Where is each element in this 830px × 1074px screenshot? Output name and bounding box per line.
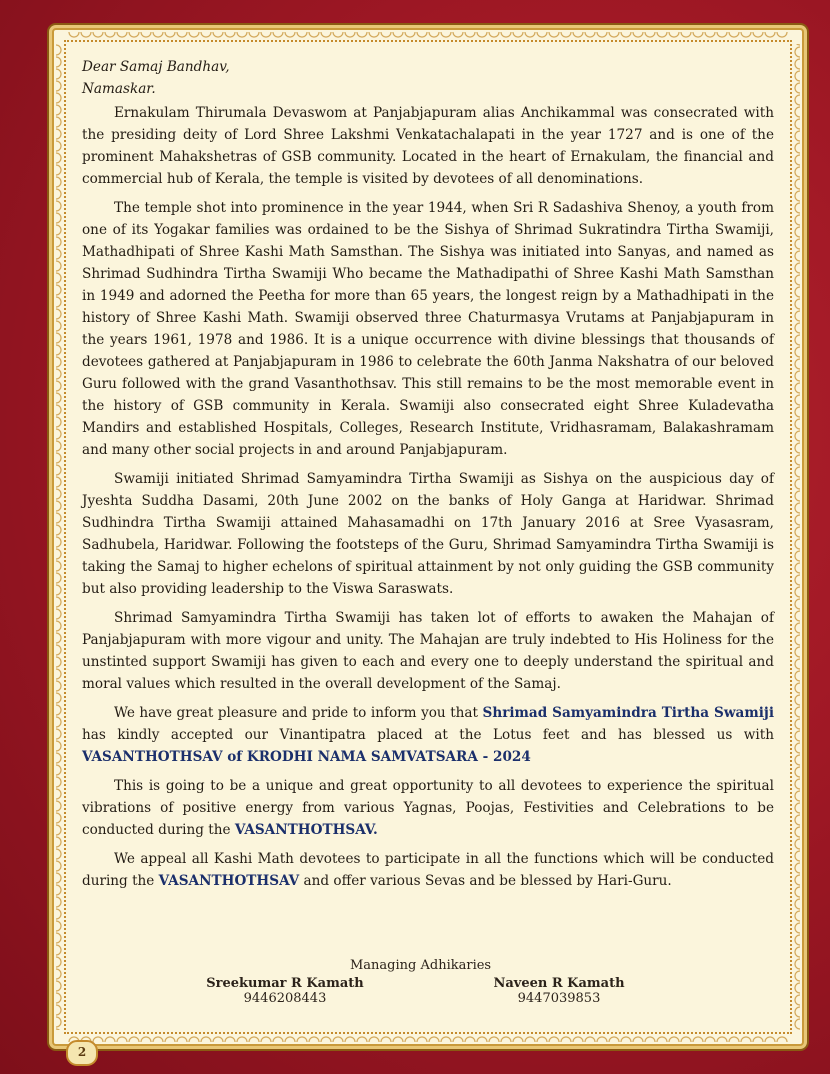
- paragraph-2: The temple shot into prominence in the year 1944, when Sri R Sadashiva Shenoy, a youth from one of its Yogakar families was ordained to be the Sishya of Shrimad Sukratindra Tirtha Swamiji, Mathadhipati of Shree Kashi Math Samsthan. The Sishya was initiated into Sanyas, and named as Shrimad Sudhindra Tirtha Swamiji Who became the Mathadipathi of Shree Kashi Math Samsthan in 1949 and adorned the Peetha for more than 65 years, the longest reign by a Mathadhipati in the history of Shree Kashi Math. Swamiji observed three Chaturmasya Vrutams at Panjabjapuram in the years 1961, 1978 and 1986. It is a unique occurrence with divine blessings that thousands of devotees gathered at Panjabjapuram in 1986 to celebrate the 60th Janma Nakshatra of our beloved Guru followed with the grand Vasanthothsav. This still remains to be the most memorable event in the history of GSB community in Kerala. Swamiji also consecrated eight Shree Kuladevatha Mandirs and established Hospitals, Colleges, Research Institute, Vridhasramam, Balakashramam and many other social projects in and around Panjabjapuram.: [82, 200, 774, 458]
- letter-body: [82, 56, 774, 899]
- p7-event: VASANTHOTHSAV: [158, 873, 300, 889]
- scallop-border-bottom: [68, 1032, 788, 1042]
- p5-text-2: has kindly accepted our Vinantipatra placed at the Lotus feet and has blessed us with: [82, 727, 774, 743]
- paragraph-4: Shrimad Samyamindra Tirtha Swamiji has taken lot of efforts to awaken the Mahajan of Panjabjapuram with more vigour and unity. The Mahajan are truly indebted to His Holiness for the unstinted support Swamiji has given to each and every one to deeply understand the spiritual and moral values which resulted in the overall development of the Samaj.: [82, 610, 774, 692]
- namaskar: Namaskar.: [82, 81, 156, 97]
- p5-event: VASANTHOTHSAV of KRODHI NAMA SAMVATSARA - 2024: [82, 749, 531, 765]
- signatory-left-name: Sreekumar R Kamath: [206, 976, 364, 991]
- p6-text: This is going to be a unique and great opportunity to all devotees to experience the spiritual vibrations of positive energy from various Yagnas, Poojas, Festivities and Celebrations to be conducted during the: [82, 778, 774, 838]
- p7-text-2: and offer various Sevas and be blessed by Hari-Guru.: [299, 873, 672, 889]
- signatory-right-name: Naveen R Kamath: [493, 976, 625, 991]
- paragraph-1: Ernakulam Thirumala Devaswom at Panjabjapuram alias Anchikammal was consecrated with the presiding deity of Lord Shree Lakshmi Venkatachalapati in the year 1727 and is one of the prominent Mahakshetras of GSB community. Located in the heart of Ernakulam, the financial and commercial hub of Kerala, the temple is visited by devotees of all denominations.: [82, 105, 774, 187]
- paragraph-7: [82, 848, 774, 892]
- p6-event: VASANTHOTHSAV.: [234, 822, 378, 838]
- paragraph-3: Swamiji initiated Shrimad Samyamindra Tirtha Swamiji as Sishya on the auspicious day of Jyeshta Suddha Dasami, 20th June 2002 on the banks of Holy Ganga at Haridwar. Shrimad Sudhindra Tirtha Swamiji attained Mahasamadhi on 17th January 2016 at Sree Vyasasram, Sadhubela, Haridwar. Following the footsteps of the Guru, Shrimad Samyamindra Tirtha Swamiji is taking the Samaj to higher echelons of spiritual attainment by not only guiding the GSB community but also providing leadership to the Viswa Saraswats.: [82, 471, 774, 597]
- signatory-right-phone: 9447039853: [517, 991, 601, 1006]
- signature-block: [54, 958, 802, 1018]
- scallop-border-right: [790, 44, 800, 1030]
- greeting: Dear Samaj Bandhav,: [82, 59, 230, 75]
- signature-title: Managing Adhikaries: [350, 958, 492, 973]
- paragraph-6: [82, 775, 774, 841]
- p5-text: We have great pleasure and pride to inform you that: [114, 705, 483, 721]
- signatory-left-phone: 9446208443: [243, 991, 327, 1006]
- scallop-border-top: [68, 32, 788, 42]
- paragraph-5: [82, 702, 774, 768]
- scallop-border-left: [56, 44, 66, 1030]
- signatory-left: [200, 976, 370, 1006]
- signatory-right: [474, 976, 644, 1006]
- p5-swamiji: Shrimad Samyamindra Tirtha Swamiji: [482, 705, 774, 721]
- letter-panel: [52, 28, 804, 1046]
- page-number: 2: [66, 1040, 98, 1066]
- p7-text: We appeal all Kashi Math devotees to participate in all the functions which will be conducted during the: [82, 851, 774, 889]
